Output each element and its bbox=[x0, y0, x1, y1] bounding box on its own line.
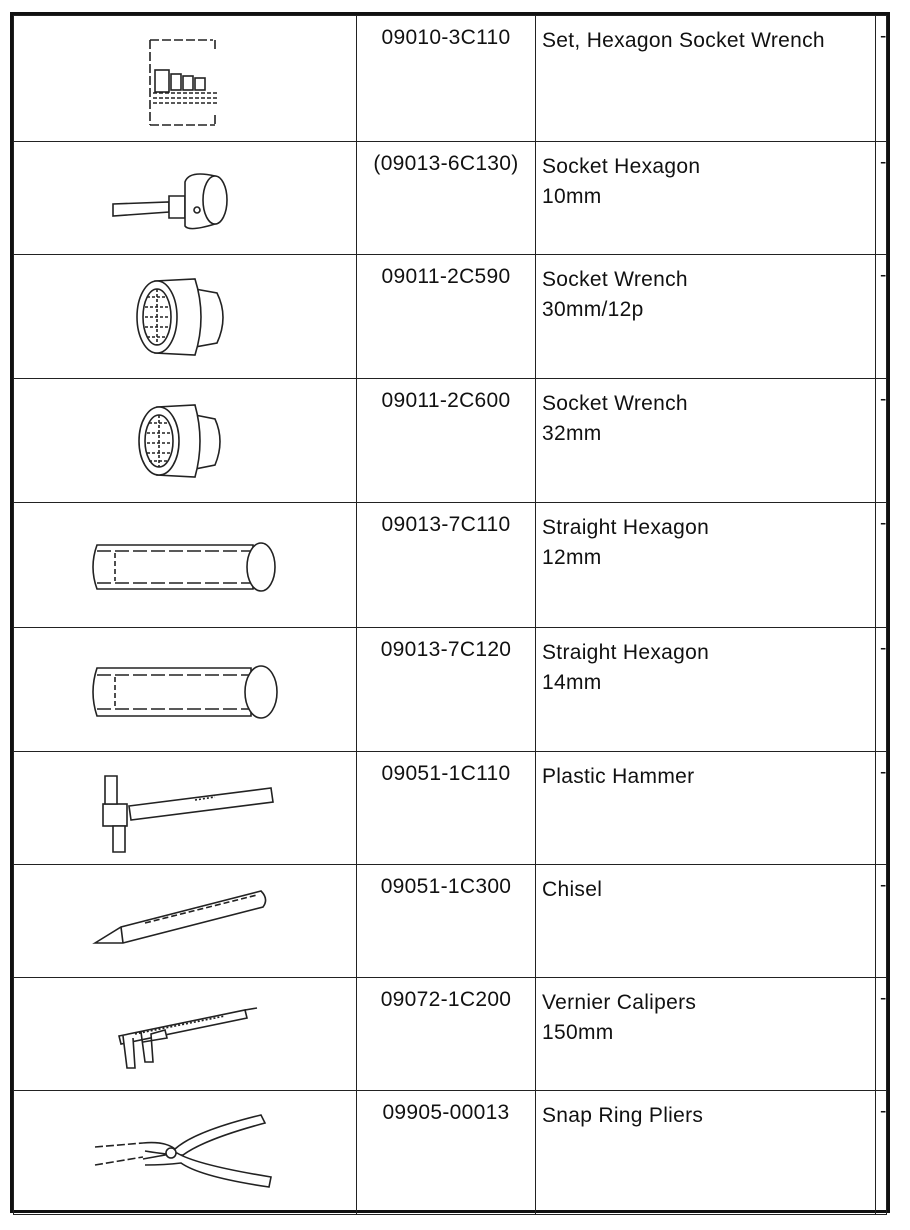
table-row bbox=[14, 379, 887, 503]
quantity: - bbox=[876, 503, 887, 628]
part-number: 09051-1C110 bbox=[357, 752, 536, 865]
description-line: 10mm bbox=[542, 185, 602, 208]
snap-ring-pliers-icon bbox=[85, 1107, 285, 1197]
description-line: Snap Ring Pliers bbox=[542, 1104, 704, 1127]
part-number: 09013-7C110 bbox=[357, 503, 536, 628]
tool-image-cell bbox=[14, 978, 357, 1091]
special-tools-table bbox=[13, 15, 887, 1215]
quantity: - bbox=[876, 1091, 887, 1215]
description-line: Socket Wrench bbox=[542, 268, 688, 291]
tool-description bbox=[536, 752, 876, 865]
quantity: - bbox=[876, 16, 887, 142]
tool-list-sheet bbox=[10, 12, 890, 1213]
description-line: Straight Hexagon bbox=[542, 516, 710, 539]
socket-wrench-32mm-icon bbox=[125, 391, 245, 491]
part-number: 09011-2C590 bbox=[357, 255, 536, 379]
description-line: Chisel bbox=[542, 878, 603, 901]
quantity: - bbox=[876, 978, 887, 1091]
part-number: 09072-1C200 bbox=[357, 978, 536, 1091]
tool-image-cell bbox=[14, 752, 357, 865]
tool-description bbox=[536, 1091, 876, 1215]
tool-description bbox=[536, 628, 876, 752]
vernier-calipers-icon bbox=[105, 992, 265, 1072]
quantity: - bbox=[876, 142, 887, 255]
table-row bbox=[14, 628, 887, 752]
description-line: Plastic Hammer bbox=[542, 765, 695, 788]
tool-image-cell bbox=[14, 503, 357, 628]
quantity: - bbox=[876, 379, 887, 503]
table-row bbox=[14, 865, 887, 978]
description-line: Socket Hexagon bbox=[542, 155, 701, 178]
quantity: - bbox=[876, 628, 887, 752]
table-row bbox=[14, 752, 887, 865]
quantity: - bbox=[876, 255, 887, 379]
table-row bbox=[14, 142, 887, 255]
straight-hexagon-12mm-icon bbox=[85, 527, 285, 607]
tool-image-cell bbox=[14, 16, 357, 142]
part-number: 09011-2C600 bbox=[357, 379, 536, 503]
part-number: 09010-3C110 bbox=[357, 16, 536, 142]
part-number: 09051-1C300 bbox=[357, 865, 536, 978]
description-line: 14mm bbox=[542, 671, 602, 694]
description-line: 32mm bbox=[542, 422, 602, 445]
tool-description bbox=[536, 142, 876, 255]
tool-image-cell bbox=[14, 255, 357, 379]
table-row bbox=[14, 255, 887, 379]
description-line: Socket Wrench bbox=[542, 392, 688, 415]
tool-image-cell bbox=[14, 379, 357, 503]
tool-description bbox=[536, 16, 876, 142]
part-number: 09013-7C120 bbox=[357, 628, 536, 752]
hexagon-socket-wrench-set-icon bbox=[135, 30, 235, 130]
description-line: 150mm bbox=[542, 1021, 614, 1044]
tool-description bbox=[536, 978, 876, 1091]
description-line: 30mm/12p bbox=[542, 298, 644, 321]
chisel-icon bbox=[85, 881, 285, 961]
description-line: Set, Hexagon Socket Wrench bbox=[542, 29, 825, 52]
table-row bbox=[14, 1091, 887, 1215]
description-line: 12mm bbox=[542, 546, 602, 569]
tool-image-cell bbox=[14, 142, 357, 255]
tool-description bbox=[536, 379, 876, 503]
plastic-hammer-icon bbox=[85, 764, 285, 854]
table-row bbox=[14, 503, 887, 628]
description-line: Straight Hexagon bbox=[542, 641, 710, 664]
table-row bbox=[14, 16, 887, 142]
quantity: - bbox=[876, 752, 887, 865]
quantity: - bbox=[876, 865, 887, 978]
straight-hexagon-14mm-icon bbox=[85, 652, 285, 732]
tool-image-cell bbox=[14, 1091, 357, 1215]
tool-image-cell bbox=[14, 628, 357, 752]
part-number: (09013-6C130) bbox=[357, 142, 536, 255]
tool-description bbox=[536, 865, 876, 978]
tool-image-cell bbox=[14, 865, 357, 978]
socket-wrench-30mm-icon bbox=[125, 267, 245, 367]
description-line: Vernier Calipers bbox=[542, 991, 697, 1014]
part-number: 09905-00013 bbox=[357, 1091, 536, 1215]
table-row bbox=[14, 978, 887, 1091]
tool-description bbox=[536, 503, 876, 628]
tool-description bbox=[536, 255, 876, 379]
socket-hexagon-icon bbox=[105, 160, 265, 240]
